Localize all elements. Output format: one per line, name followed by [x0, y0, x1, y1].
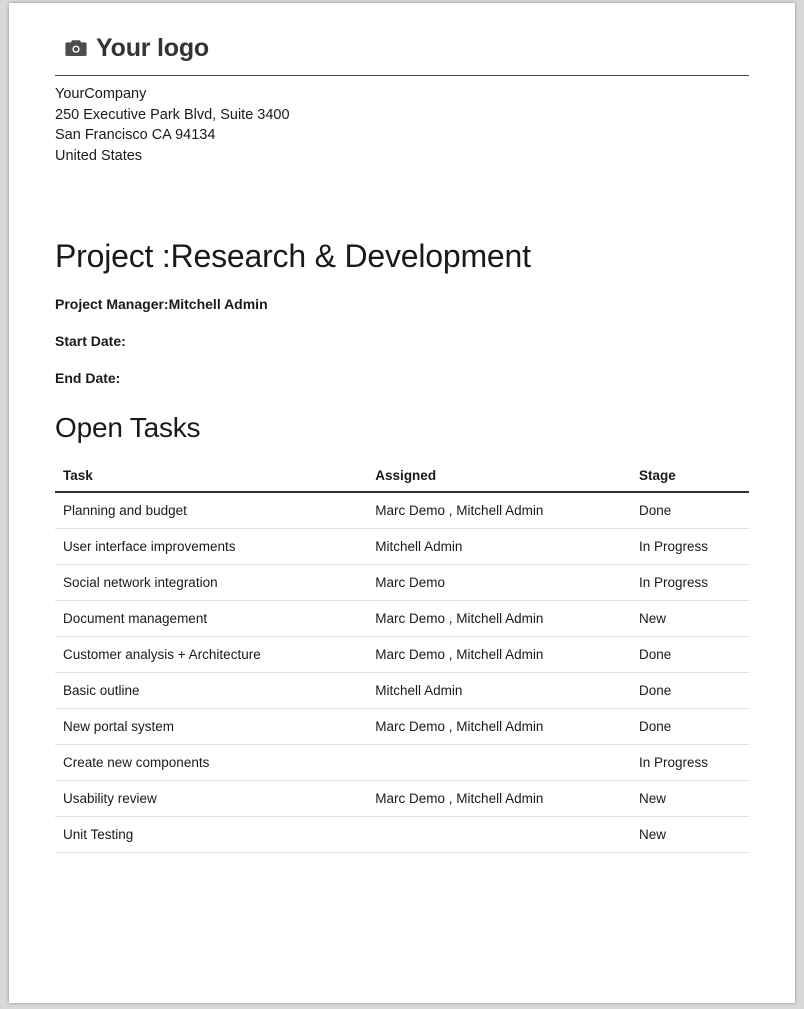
table-header-row: [55, 468, 749, 492]
camera-icon: [65, 39, 87, 57]
table-row: [55, 672, 749, 708]
cell-assigned: Marc Demo , Mitchell Admin: [367, 492, 631, 529]
company-address-line2: San Francisco CA 94134: [55, 127, 216, 143]
project-end-date: End Date:: [55, 370, 121, 387]
table-row: [55, 528, 749, 564]
company-address-line1: 250 Executive Park Blvd, Suite 3400: [55, 106, 290, 123]
table-row: [55, 780, 749, 816]
cell-task: Usability review: [55, 780, 367, 816]
cell-task: User interface improvements: [55, 528, 367, 564]
column-header-assigned: Assigned: [367, 468, 631, 492]
company-name: YourCompany: [55, 86, 147, 102]
cell-assigned: Marc Demo , Mitchell Admin: [367, 636, 631, 672]
page-title: Project :Research & Development: [55, 238, 531, 274]
cell-assigned: Marc Demo , Mitchell Admin: [367, 708, 631, 744]
cell-task: Create new components: [55, 744, 367, 780]
company-address-block: [55, 84, 749, 166]
table-row: [55, 708, 749, 744]
cell-stage: Done: [631, 672, 749, 708]
document-header: [55, 3, 749, 69]
cell-stage: Done: [631, 708, 749, 744]
cell-task: Social network integration: [55, 564, 367, 600]
cell-task: New portal system: [55, 708, 367, 744]
cell-stage: In Progress: [631, 564, 749, 600]
document-page: [9, 3, 795, 1003]
cell-assigned: Marc Demo , Mitchell Admin: [367, 780, 631, 816]
table-body: [55, 492, 749, 853]
project-start-date: Start Date:: [55, 333, 126, 350]
cell-stage: In Progress: [631, 528, 749, 564]
cell-stage: New: [631, 780, 749, 816]
table-row: [55, 636, 749, 672]
project-manager: Project Manager:Mitchell Admin: [55, 296, 268, 313]
open-tasks-title: Open Tasks: [55, 412, 201, 444]
cell-stage: New: [631, 816, 749, 852]
table-row: [55, 564, 749, 600]
open-tasks-table: [55, 468, 749, 853]
table-row: [55, 492, 749, 529]
cell-task: Basic outline: [55, 672, 367, 708]
column-header-stage: Stage: [631, 468, 749, 492]
cell-assigned: Marc Demo , Mitchell Admin: [367, 600, 631, 636]
company-country: United States: [55, 147, 143, 164]
logo-text: Your logo: [96, 33, 209, 62]
cell-stage: In Progress: [631, 744, 749, 780]
cell-assigned: Marc Demo: [367, 564, 631, 600]
table-row: [55, 744, 749, 780]
cell-assigned: [367, 744, 631, 780]
cell-task: Unit Testing: [55, 816, 367, 852]
column-header-task: Task: [55, 468, 367, 492]
cell-assigned: Mitchell Admin: [367, 528, 631, 564]
cell-stage: Done: [631, 492, 749, 529]
cell-task: Document management: [55, 600, 367, 636]
cell-stage: Done: [631, 636, 749, 672]
cell-assigned: [367, 816, 631, 852]
table-row: [55, 816, 749, 852]
cell-task: Customer analysis + Architecture: [55, 636, 367, 672]
cell-task: Planning and budget: [55, 492, 367, 529]
document-content: [41, 3, 763, 853]
header-divider: [55, 75, 749, 76]
table-row: [55, 600, 749, 636]
cell-stage: New: [631, 600, 749, 636]
cell-assigned: Mitchell Admin: [367, 672, 631, 708]
